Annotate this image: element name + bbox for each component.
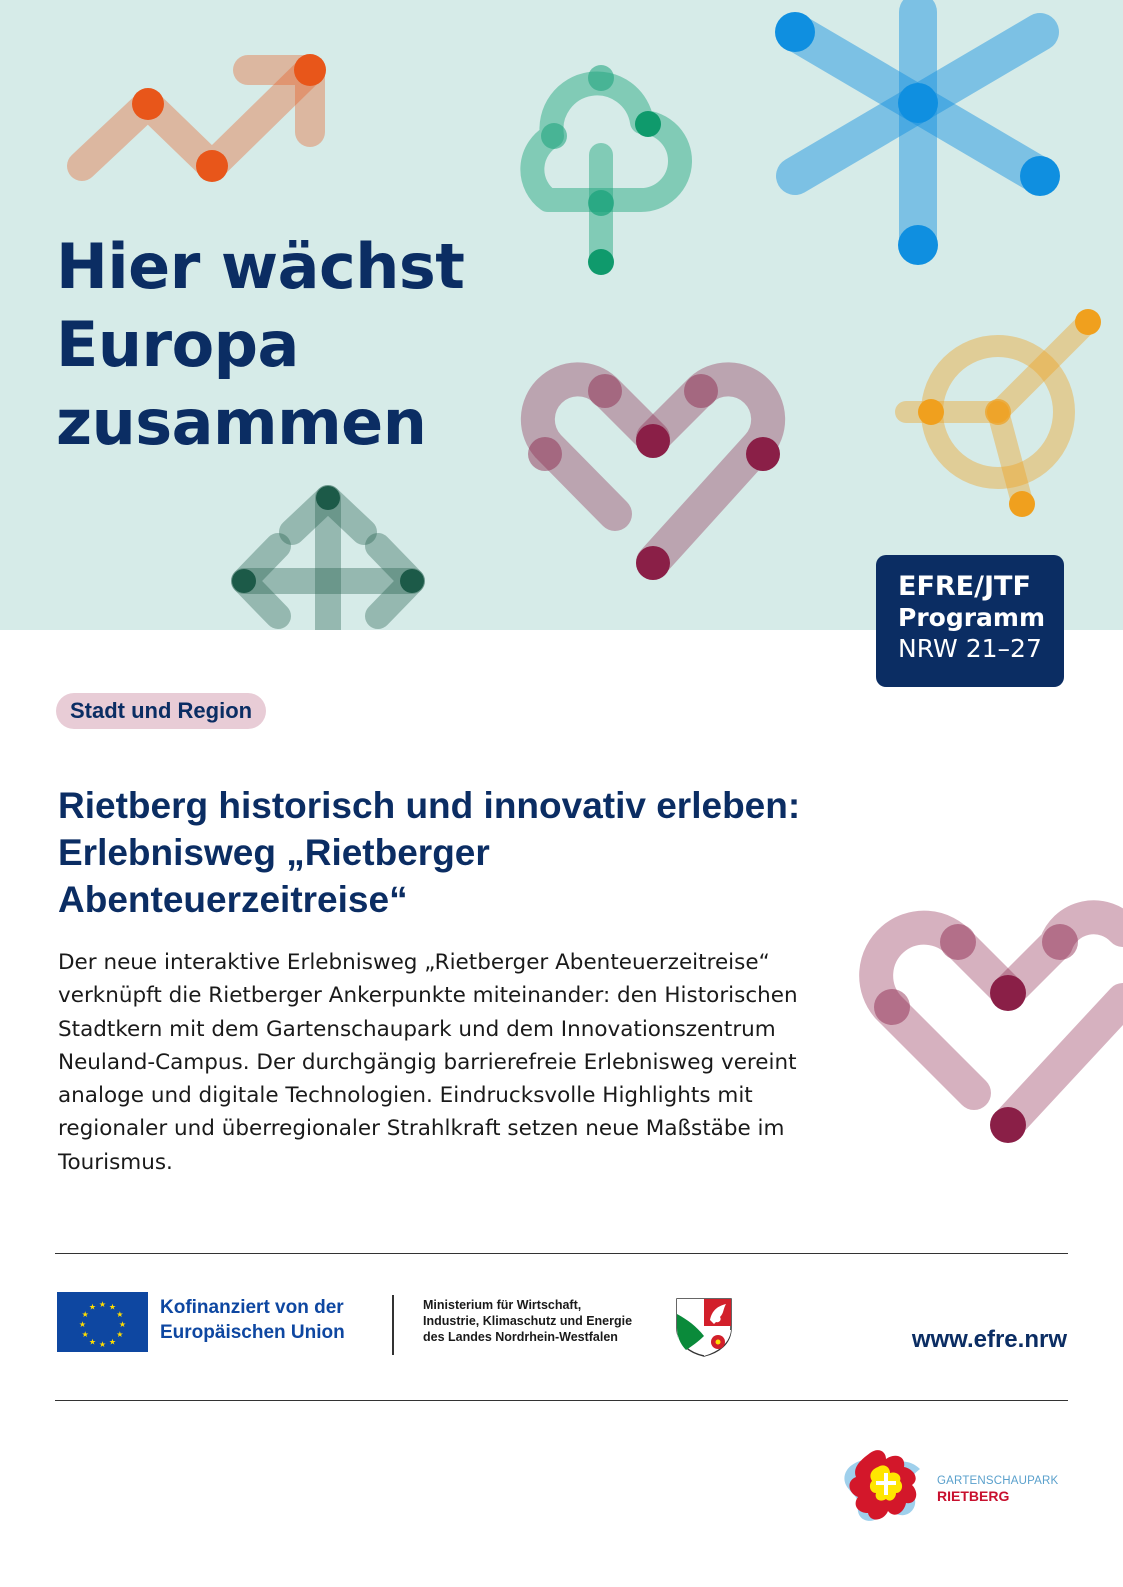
article-title-line: Rietberg historisch und innovativ erleben: bbox=[58, 785, 801, 826]
hero-title-line: Europa bbox=[56, 308, 299, 381]
ministry-text bbox=[423, 1297, 632, 1345]
heart-icon bbox=[528, 374, 780, 580]
program-badge-line: EFRE/JTF bbox=[898, 571, 1031, 602]
category-tag: Stadt und Region bbox=[56, 693, 266, 729]
svg-text:★: ★ bbox=[108, 1302, 117, 1312]
svg-text:★: ★ bbox=[108, 1337, 117, 1347]
article-title-line: Abenteuerzeitreise“ bbox=[58, 879, 408, 920]
article-title-line: Erlebnisweg „Rietberger bbox=[58, 832, 490, 873]
svg-text:★: ★ bbox=[98, 1340, 107, 1349]
svg-text:★: ★ bbox=[78, 1320, 87, 1329]
hero-title-line: zusammen bbox=[56, 386, 427, 459]
park-logo-line: RIETBERG bbox=[937, 1488, 1010, 1504]
svg-text:★: ★ bbox=[81, 1330, 89, 1339]
footer-divider bbox=[392, 1295, 394, 1355]
svg-text:★: ★ bbox=[118, 1320, 127, 1329]
ministry-text-line: des Landes Nordrhein-Westfalen bbox=[423, 1330, 618, 1344]
eu-flag-icon bbox=[57, 1292, 148, 1352]
website-link[interactable]: www.efre.nrw bbox=[911, 1326, 1067, 1353]
ministry-text-line: Ministerium für Wirtschaft, bbox=[423, 1298, 582, 1312]
park-logo-line: GARTENSCHAUPARK bbox=[937, 1475, 1059, 1487]
svg-text:★: ★ bbox=[88, 1337, 97, 1347]
nrw-coat-of-arms-icon bbox=[674, 1296, 734, 1358]
program-badge bbox=[876, 555, 1064, 687]
footer-top-rule bbox=[55, 1253, 1068, 1254]
eu-text-line: Kofinanziert von der bbox=[160, 1297, 344, 1318]
hero-title bbox=[56, 228, 464, 462]
target-icon bbox=[906, 309, 1101, 517]
svg-text:★: ★ bbox=[116, 1310, 124, 1319]
hero-banner bbox=[0, 0, 1123, 630]
asterisk-icon bbox=[775, 12, 1060, 265]
eu-cofinancing-text bbox=[160, 1295, 345, 1345]
gartenschaupark-logo bbox=[840, 1445, 932, 1531]
tree-icon bbox=[532, 65, 680, 275]
svg-text:★: ★ bbox=[116, 1330, 124, 1339]
article-body: Der neue interaktive Erlebnisweg „Rietberger Abenteuerzeitreise“ verknüpft die Rietberger Ankerpunkte miteinander: den Historischen Stadtkern mit dem Gartenschaupark und dem Innovationszentrum Neuland-Campus. Der durchgängig barrierefreie Erlebnisweg vereint analoge und digitale Technologien. Eindrucksvolle Highlights mit regionaler und überregionaler Strahlkraft setzen neue Maßstäbe im Tourismus. bbox=[58, 950, 798, 1175]
program-badge-line: NRW 21–27 bbox=[898, 634, 1042, 663]
svg-text:★: ★ bbox=[81, 1310, 89, 1319]
directions-arrows-icon bbox=[232, 486, 424, 630]
program-badge-line: Programm bbox=[898, 603, 1046, 632]
svg-text:★: ★ bbox=[88, 1302, 97, 1312]
svg-text:★: ★ bbox=[98, 1300, 107, 1309]
growth-arrow-icon bbox=[82, 54, 326, 182]
eu-text-line: Europäischen Union bbox=[160, 1322, 345, 1343]
ministry-text-line: Industrie, Klimaschutz und Energie bbox=[423, 1314, 633, 1328]
article-title bbox=[58, 782, 858, 923]
hero-title-line: Hier wächst bbox=[56, 230, 465, 303]
gartenschaupark-text bbox=[937, 1474, 1058, 1504]
footer-bottom-rule bbox=[55, 1400, 1068, 1401]
